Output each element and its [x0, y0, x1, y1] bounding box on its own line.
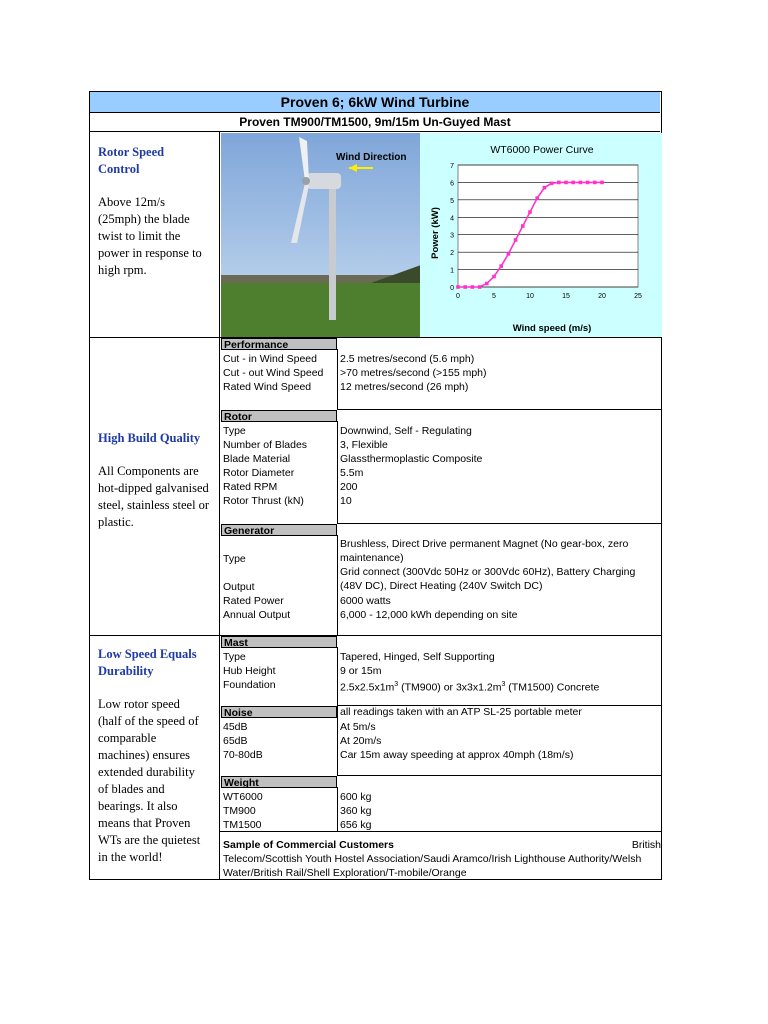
low-speed-text-9: WTs are the quietest: [98, 833, 201, 847]
chart-x-tick-label: 20: [598, 293, 606, 300]
low-speed-text-7: bearings. It also: [98, 799, 178, 813]
chart-data-point: [543, 186, 547, 190]
foundation-part-c: (TM1500) Concrete: [505, 681, 600, 694]
rotor-speed-text-5: high rpm.: [98, 263, 147, 277]
rotor-value-thrust: 10: [340, 495, 352, 507]
chart-x-tick-label: 5: [492, 293, 496, 300]
chart-data-point: [528, 210, 532, 214]
page-title: Proven 6; 6kW Wind Turbine: [90, 92, 660, 113]
noise-value-car: Car 15m away speeding at approx 40mph (18m/s): [340, 749, 574, 761]
rotor-bottom-line: [337, 523, 662, 524]
perf-value-cut-in: 2.5 metres/second (5.6 mph): [340, 353, 475, 365]
gen-value-annual-output: 6,000 - 12,000 kWh depending on site: [340, 609, 518, 621]
chart-y-tick-label: 4: [450, 215, 454, 223]
section-header-mast: Mast: [221, 636, 337, 648]
rotor-speed-text-4: power in response to: [98, 246, 202, 260]
chart-data-point: [499, 264, 503, 268]
build-quality-text-3: steel, stainless steel or: [98, 498, 210, 512]
build-quality-text-1: All Components are: [98, 464, 199, 478]
commercial-customers: [223, 838, 661, 880]
perf-label-cut-out: Cut - out Wind Speed: [223, 367, 324, 379]
chart-data-point: [471, 285, 475, 289]
row-divider-2: [90, 635, 662, 636]
turbine-illustration: [221, 133, 421, 337]
chart-data-point: [571, 181, 575, 185]
low-speed-heading-1: Low Speed Equals: [98, 647, 197, 661]
chart-x-tick-label: 0: [456, 293, 460, 300]
rotor-value-blades: 3, Flexible: [340, 439, 388, 451]
chart-data-point: [456, 285, 460, 289]
perf-label-rated: Rated Wind Speed: [223, 381, 312, 393]
rotor-value-diameter: 5.5m: [340, 467, 364, 479]
gen-value-type-2: Grid connect (300Vdc 50Hz or 300Vdc 60Hz), Battery Charging (48V DC), Direct Heating (240V Switch DC): [340, 566, 636, 592]
foundation-part-b: (TM900) or 3x3x1.2m: [398, 681, 502, 694]
rotor-divider: [337, 421, 338, 523]
weight-value-tm1500: 656 kg: [340, 819, 372, 831]
gen-label-annual-output: Annual Output: [223, 609, 291, 621]
low-speed-description: [98, 646, 216, 866]
chart-data-point: [507, 252, 511, 256]
noise-note: all readings taken with an ATP SL-25 portable meter: [340, 706, 582, 718]
chart-plot-area: [458, 165, 638, 287]
chart-y-tick-label: 3: [450, 232, 454, 240]
chart-data-point: [579, 181, 583, 185]
gen-value-rated-power: 6000 watts: [340, 595, 391, 607]
perf-value-cut-out: >70 metres/second (>155 mph): [340, 367, 487, 379]
section-header-generator: Generator: [221, 524, 337, 536]
rotor-label-thrust: Rotor Thrust (kN): [223, 495, 304, 507]
chart-data-point: [600, 181, 604, 185]
gen-label-rated-power: Rated Power: [223, 595, 284, 607]
column-divider-left: [219, 132, 220, 879]
chart-title: WT6000 Power Curve: [490, 144, 594, 156]
weight-label-wt6000: WT6000: [223, 791, 263, 803]
mast-value-hub-height: 9 or 15m: [340, 665, 382, 677]
noise-value-20ms: At 20m/s: [340, 735, 382, 747]
low-speed-text-3: comparable: [98, 731, 157, 745]
chart-y-tick-label: 5: [450, 197, 454, 205]
build-quality-description: [98, 430, 216, 531]
low-speed-text-4: machines) ensures: [98, 748, 190, 762]
chart-data-point: [586, 181, 590, 185]
low-speed-text-2: (half of the speed of: [98, 714, 199, 728]
noise-label-45db: 45dB: [223, 721, 248, 733]
chart-data-point: [535, 196, 539, 200]
chart-y-tick-label: 0: [450, 285, 454, 292]
chart-data-point: [478, 285, 482, 289]
gen-label-type: Type: [223, 553, 246, 565]
rotor-speed-text-3: twist to limit the: [98, 229, 181, 243]
performance-bottom-line: [337, 409, 662, 410]
chart-data-point: [485, 282, 489, 286]
chart-data-point: [463, 285, 467, 289]
mast-value-foundation: [340, 678, 599, 695]
chart-data-point: [550, 182, 554, 186]
low-speed-text-1: Low rotor speed: [98, 697, 180, 711]
weight-value-wt6000: 600 kg: [340, 791, 372, 803]
chart-y-tick-label: 2: [450, 250, 454, 258]
rotor-speed-description: [98, 144, 216, 279]
chart-x-tick-label: 25: [634, 293, 642, 300]
rotor-speed-heading-1: Rotor Speed: [98, 145, 165, 159]
rotor-speed-heading-2: Control: [98, 162, 140, 176]
build-quality-text-2: hot-dipped galvanised: [98, 481, 209, 495]
chart-y-tick-label: 1: [450, 267, 454, 275]
mast-divider: [337, 647, 338, 775]
low-speed-text-6: of blades and: [98, 782, 165, 796]
chart-y-tick-label: 6: [450, 180, 454, 188]
foundation-sup-b: 3: [501, 681, 506, 688]
low-speed-text-5: extended durability: [98, 765, 195, 779]
rotor-speed-text-2: (25mph) the blade: [98, 212, 190, 226]
customers-list: Telecom/Scottish Youth Hostel Association/Saudi Aramco/Irish Lighthouse Authority/Welsh Water/British Rail/Shell Exploration/T-mobile/Orange: [223, 853, 642, 879]
low-speed-text-10: in the world!: [98, 850, 163, 864]
chart-data-point: [521, 224, 525, 228]
customers-first-word: British: [631, 839, 661, 851]
weight-label-tm900: TM900: [223, 805, 256, 817]
section-header-noise: Noise: [221, 706, 337, 718]
low-speed-heading-2: Durability: [98, 664, 154, 678]
rotor-label-diameter: Rotor Diameter: [223, 467, 295, 479]
chart-data-point: [557, 181, 561, 185]
power-curve-chart: [420, 133, 662, 337]
rotor-value-rpm: 200: [340, 481, 358, 493]
chart-x-tick-label: 10: [526, 293, 534, 300]
customers-title: Sample of Commercial Customers: [223, 839, 394, 851]
wind-direction-label: Wind Direction: [336, 152, 407, 163]
section-header-weight: Weight: [221, 776, 337, 788]
chart-data-point: [593, 181, 597, 185]
foundation-part-a: 2.5x2.5x1m: [340, 681, 395, 694]
weight-value-tm900: 360 kg: [340, 805, 372, 817]
performance-divider: [337, 349, 338, 409]
rotor-label-type: Type: [223, 425, 246, 437]
mast-label-type: Type: [223, 651, 246, 663]
perf-label-cut-in: Cut - in Wind Speed: [223, 353, 317, 365]
low-speed-text-8: means that Proven: [98, 816, 191, 830]
chart-data-point: [492, 275, 496, 279]
chart-y-axis-label: Power (kW): [430, 207, 441, 259]
weight-label-tm1500: TM1500: [223, 819, 262, 831]
gen-label-output: Output: [223, 581, 255, 593]
spec-sheet: [89, 91, 662, 880]
weight-bottom-line: [219, 831, 662, 832]
foundation-sup-a: 3: [394, 681, 399, 688]
chart-data-point: [514, 238, 518, 242]
rotor-label-material: Blade Material: [223, 453, 291, 465]
power-curve-svg: [420, 133, 662, 337]
noise-label-65db: 65dB: [223, 735, 248, 747]
rotor-value-material: Glassthermoplastic Composite: [340, 453, 483, 465]
chart-y-tick-label: 7: [450, 163, 454, 170]
mast-label-foundation: Foundation: [223, 679, 276, 691]
noise-bottom-line: [337, 775, 662, 776]
noise-label-70-80db: 70-80dB: [223, 749, 263, 761]
rotor-label-rpm: Rated RPM: [223, 481, 278, 493]
mast-label-hub-height: Hub Height: [223, 665, 276, 677]
chart-data-point: [564, 181, 568, 185]
build-quality-text-4: plastic.: [98, 515, 134, 529]
build-quality-heading: High Build Quality: [98, 431, 201, 445]
weight-divider: [337, 787, 338, 831]
turbine-photo: [221, 133, 421, 337]
page-subtitle: Proven TM900/TM1500, 9m/15m Un-Guyed Mast: [90, 113, 660, 132]
row-divider-1: [90, 337, 662, 338]
chart-x-tick-label: 15: [562, 293, 570, 300]
section-header-performance: Performance: [221, 338, 337, 350]
noise-value-5ms: At 5m/s: [340, 721, 376, 733]
rotor-value-type: Downwind, Self - Regulating: [340, 425, 472, 437]
mast-value-type: Tapered, Hinged, Self Supporting: [340, 651, 495, 663]
generator-divider: [337, 535, 338, 635]
section-header-rotor: Rotor: [221, 410, 337, 422]
chart-x-axis-label: Wind speed (m/s): [512, 323, 592, 334]
rotor-label-blades: Number of Blades: [223, 439, 308, 451]
perf-value-rated: 12 metres/second (26 mph): [340, 381, 469, 393]
gen-value-type: Brushless, Direct Drive permanent Magnet (No gear-box, zero maintenance): [340, 538, 629, 564]
rotor-speed-text-1: Above 12m/s: [98, 195, 166, 209]
